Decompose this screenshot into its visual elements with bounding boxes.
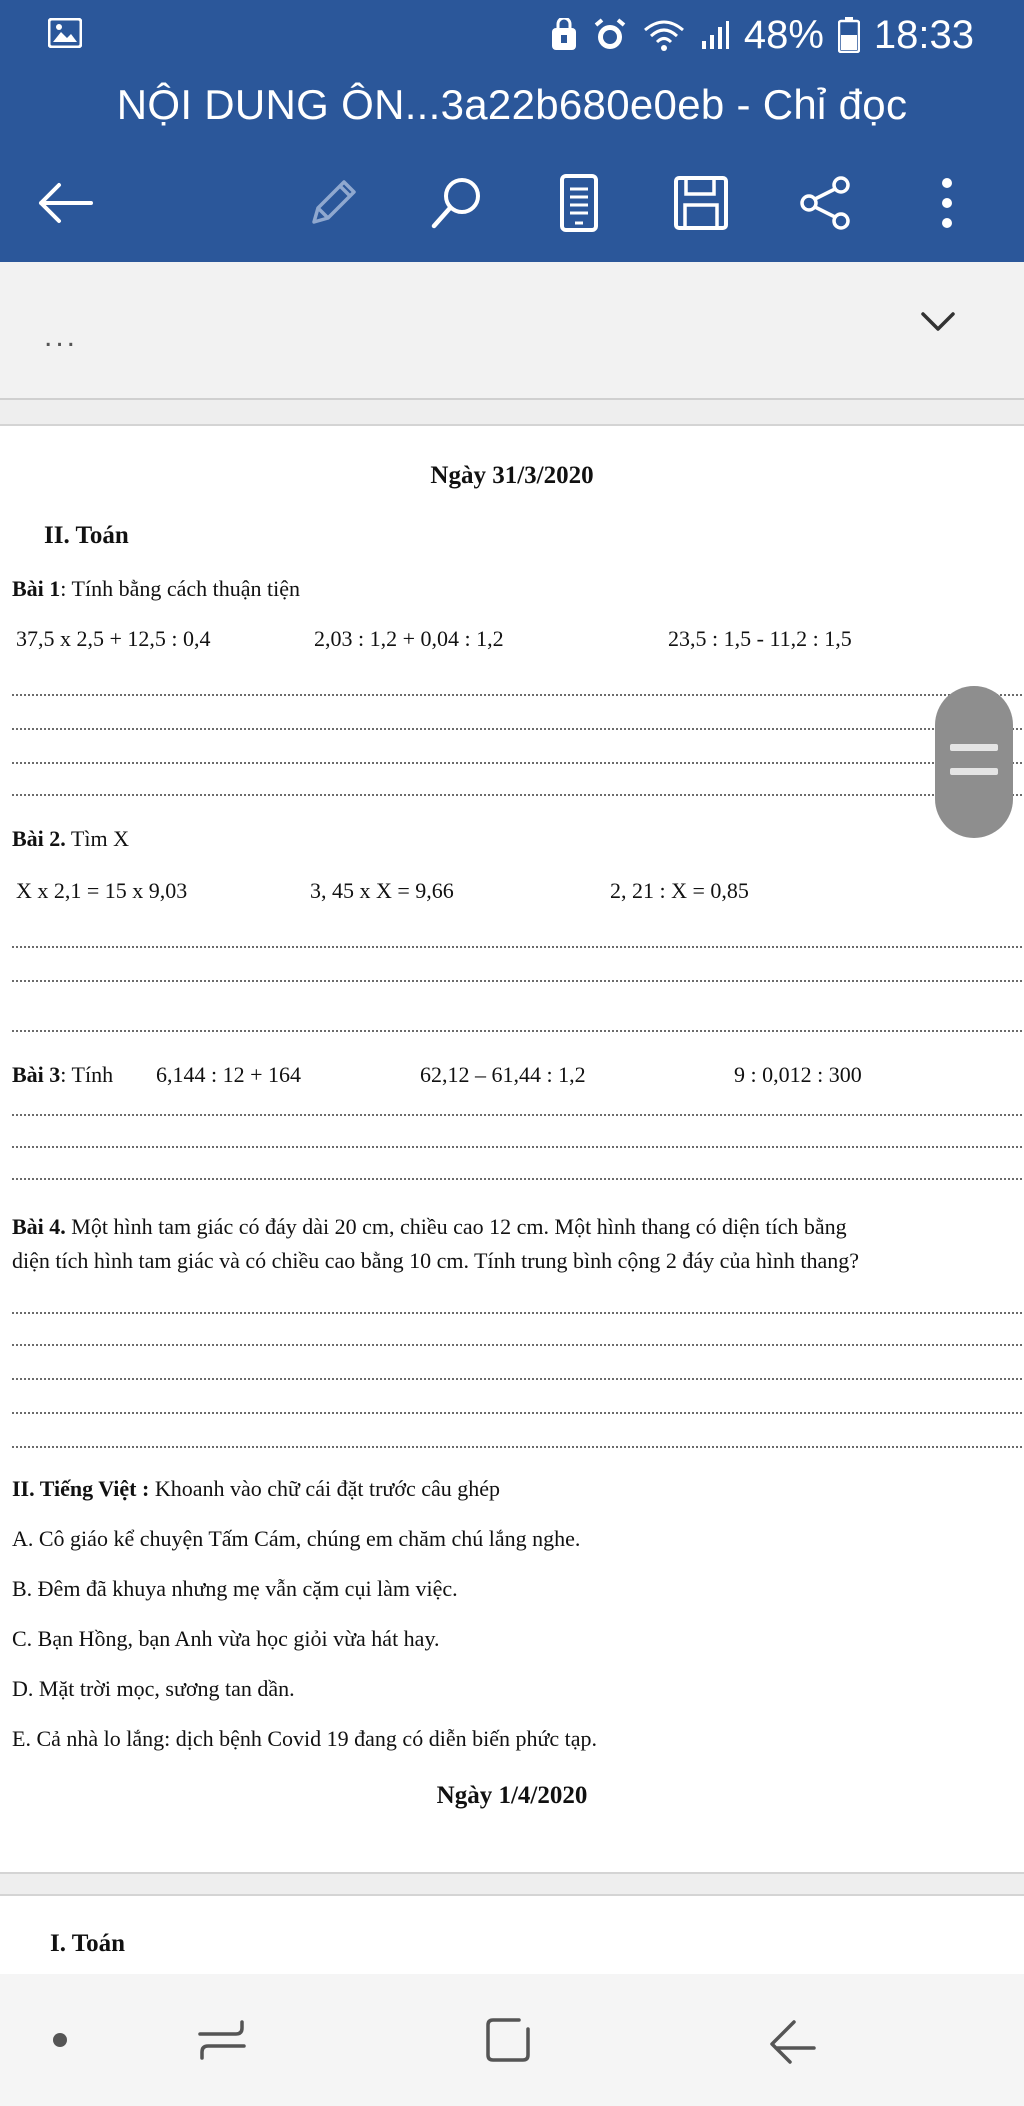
option-a: A. Cô giáo kể chuyện Tấm Cám, chúng em chăm chú lắng nghe. bbox=[12, 1526, 581, 1551]
bai3-expr1: 6,144 : 12 + 164 bbox=[156, 1062, 302, 1087]
bai3-text: : Tính bbox=[60, 1062, 114, 1087]
answer-line bbox=[12, 1146, 1022, 1148]
section-viet-text: Khoanh vào chữ cái đặt trước câu ghép bbox=[149, 1476, 501, 1501]
bai2-expr1: X x 2,1 = 15 x 9,03 bbox=[16, 878, 188, 903]
document-page-2[interactable] bbox=[0, 1894, 1024, 1974]
ribbon-more-button[interactable]: ... bbox=[44, 320, 79, 353]
option-b: B. Đêm đã khuya nhưng mẹ vẫn cặm cụi làm việc. bbox=[12, 1576, 458, 1601]
section-viet-label: II. Tiếng Việt : bbox=[12, 1476, 150, 1501]
answer-line bbox=[12, 1412, 1022, 1414]
recent-apps-icon[interactable] bbox=[182, 2000, 262, 2080]
option-d: D. Mặt trời mọc, sương tan dần. bbox=[12, 1676, 295, 1701]
bai1-expr2: 2,03 : 1,2 + 0,04 : 1,2 bbox=[314, 626, 504, 651]
document-page[interactable] bbox=[0, 424, 1024, 1874]
app-bar bbox=[0, 0, 1024, 262]
toolbar bbox=[0, 150, 1024, 250]
answer-line bbox=[12, 1312, 1022, 1314]
chevron-down-icon[interactable] bbox=[908, 292, 968, 352]
bai2-expr2: 3, 45 x X = 9,66 bbox=[310, 878, 454, 903]
answer-line bbox=[12, 694, 1022, 696]
answer-line bbox=[12, 1378, 1022, 1380]
answer-line bbox=[12, 762, 1022, 764]
alarm-icon bbox=[592, 17, 628, 53]
answer-line bbox=[12, 728, 1022, 730]
back-arrow-icon[interactable] bbox=[30, 168, 100, 238]
bai4-line1 bbox=[12, 1214, 847, 1240]
scroll-handle[interactable] bbox=[935, 686, 1013, 838]
bai1-expr3: 23,5 : 1,5 - 11,2 : 1,5 bbox=[668, 626, 852, 651]
more-vert-icon[interactable] bbox=[912, 168, 982, 238]
date-heading-2: Ngày 1/4/2020 bbox=[436, 1782, 588, 1809]
lock-bag-icon bbox=[550, 18, 578, 52]
signal-icon bbox=[700, 19, 730, 51]
option-c: C. Bạn Hồng, bạn Anh vừa học giỏi vừa hát hay. bbox=[12, 1626, 440, 1651]
bai1-label: Bài 1 bbox=[12, 576, 61, 601]
home-icon[interactable] bbox=[468, 2000, 548, 2080]
gallery-icon bbox=[48, 18, 82, 48]
answer-line bbox=[12, 1030, 1022, 1032]
bai1-expr1: 37,5 x 2,5 + 12,5 : 0,4 bbox=[16, 626, 211, 651]
bai1-text: : Tính bằng cách thuận tiện bbox=[60, 576, 300, 601]
dot-icon[interactable] bbox=[20, 2000, 100, 2080]
bai2-label: Bài 2. bbox=[12, 826, 66, 851]
answer-line bbox=[12, 794, 1022, 796]
save-icon[interactable] bbox=[666, 168, 736, 238]
bai4-label: Bài 4. bbox=[12, 1214, 66, 1239]
answer-line bbox=[12, 1178, 1022, 1180]
bai2-prompt bbox=[12, 826, 129, 852]
bai2-expr3: 2, 21 : X = 0,85 bbox=[610, 878, 749, 903]
bai4-text-1: Một hình tam giác có đáy dài 20 cm, chiều cao 12 cm. Một hình thang có diện tích bằng bbox=[65, 1214, 847, 1239]
bai3-prompt bbox=[12, 1062, 113, 1088]
answer-line bbox=[12, 1114, 1022, 1116]
page2-heading: I. Toán bbox=[50, 1930, 126, 1957]
answer-line bbox=[12, 946, 1022, 948]
bai3-label: Bài 3 bbox=[12, 1062, 61, 1087]
section-math-heading: II. Toán bbox=[44, 522, 129, 549]
answer-line bbox=[12, 1446, 1022, 1448]
clock: 18:33 bbox=[873, 12, 974, 57]
document-title: NỘI DUNG ÔN...3a22b680e0eb - Chỉ đọc bbox=[116, 81, 908, 128]
date-heading: Ngày 31/3/2020 bbox=[430, 462, 594, 489]
answer-line bbox=[12, 1344, 1022, 1346]
wifi-icon bbox=[642, 18, 686, 52]
battery-icon bbox=[838, 17, 860, 53]
status-right bbox=[550, 10, 974, 60]
status-bar bbox=[0, 0, 1024, 70]
section-viet-prompt bbox=[12, 1476, 500, 1502]
share-icon[interactable] bbox=[790, 168, 860, 238]
ribbon-collapsed bbox=[0, 262, 1024, 400]
search-icon[interactable] bbox=[422, 168, 492, 238]
pencil-edit-icon[interactable] bbox=[298, 168, 368, 238]
bai1-prompt bbox=[12, 576, 300, 602]
handle-grip bbox=[950, 744, 998, 751]
option-e: E. Cả nhà lo lắng: dịch bệnh Covid 19 đang có diễn biến phức tạp. bbox=[12, 1726, 598, 1751]
answer-line bbox=[12, 980, 1022, 982]
handle-grip bbox=[950, 768, 998, 775]
battery-percent: 48% bbox=[743, 12, 824, 57]
bai4-line2: diện tích hình tam giác và có chiều cao bằng 10 cm. Tính trung bình cộng 2 đáy của hình thang? bbox=[12, 1248, 859, 1273]
system-nav-bar bbox=[0, 1974, 1024, 2106]
bai2-text: Tìm X bbox=[65, 826, 129, 851]
mobile-view-icon[interactable] bbox=[544, 168, 614, 238]
bai3-expr2: 62,12 – 61,44 : 1,2 bbox=[420, 1062, 586, 1087]
back-icon[interactable] bbox=[752, 2000, 832, 2080]
bai3-expr3: 9 : 0,012 : 300 bbox=[734, 1062, 862, 1087]
